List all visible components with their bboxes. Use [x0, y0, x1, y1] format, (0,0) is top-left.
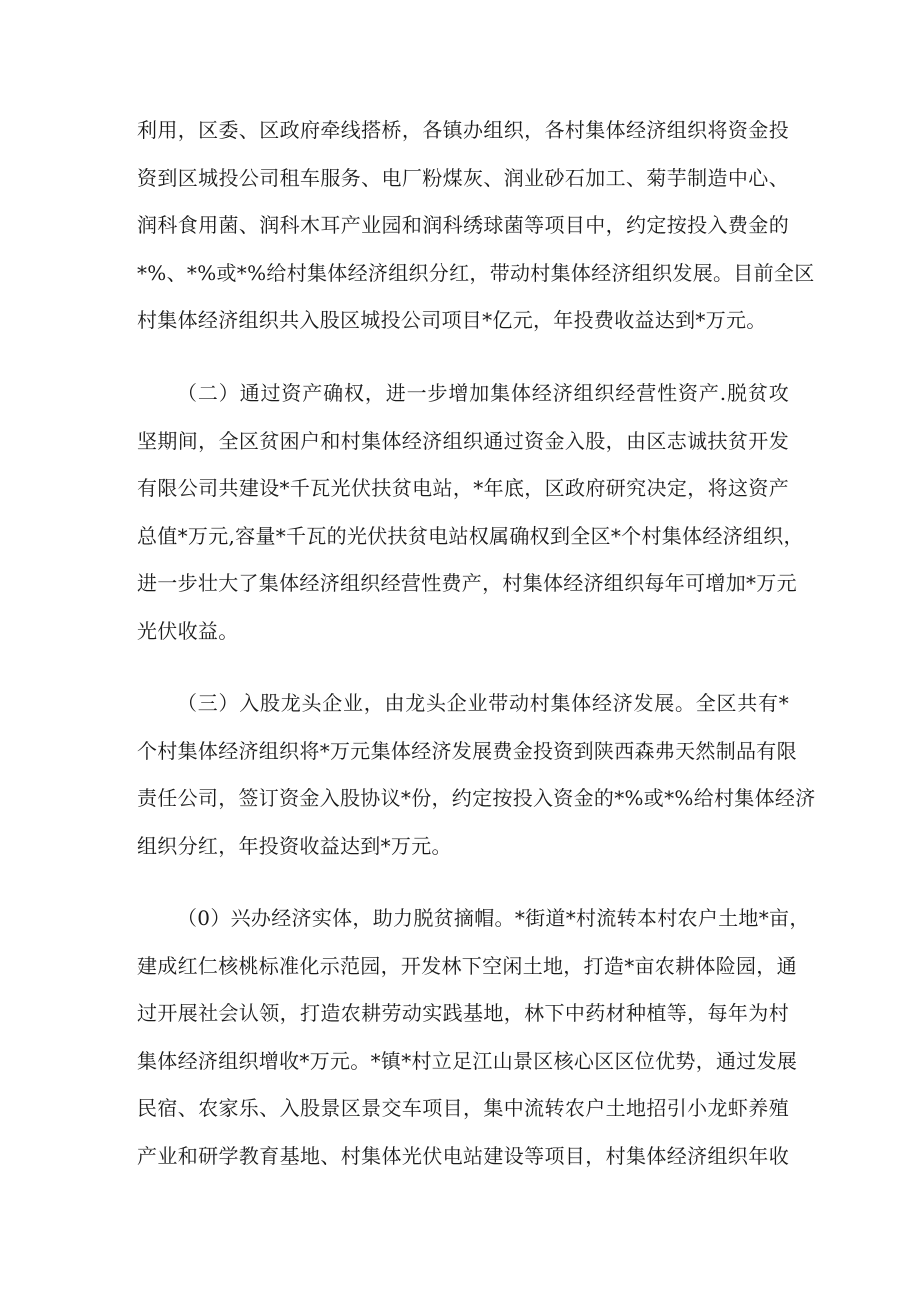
text-line: 民宿、农家乐、入股景区景交车项目，集中流转农户土地招引小龙虾养殖 — [137, 1096, 789, 1120]
paragraph-2 — [137, 370, 804, 655]
text-line: 组织分红，年投资收益达到*万元。 — [137, 833, 452, 858]
text-line: （三）入股龙头企业，由龙头企业带动村集体经济发展。全区共有* — [177, 691, 789, 715]
text-line: 利用，区委、区政府牵线搭桥，各镇办组织，各村集体经济组织将资金投 — [137, 118, 789, 142]
text-line: （0）兴办经济实体，助力脱贫摘帽。*街道*村流转本村农户土地*亩， — [177, 906, 810, 930]
text-line: *%、*%或*%给村集体经济组织分红，带动村集体经济组织发展。目前全区 — [137, 260, 815, 285]
text-line: （二）通过资产确权，进一步增加集体经济组织经营性资产.脱贫攻 — [177, 381, 789, 405]
text-line: 集体经济组织增收*万元。*镇*村立足江山景区核心区区位优势，通过发展 — [137, 1048, 798, 1073]
text-line: 责任公司，签订资金入股协议*份，约定按投入资金的*%或*%给村集体经济 — [137, 786, 816, 810]
text-line: 坚期间，全区贫困户和村集体经济组织通过资金入股，由区志诚扶贫开发 — [137, 428, 789, 453]
text-line: 过开展社会认领，打造农耕劳动实践基地，林下中药材种植等，每年为村 — [137, 1001, 789, 1025]
text-line: 资到区城投公司租车服务、电厂粉煤灰、润业砂石加工、菊芋制造中心、 — [137, 165, 789, 190]
text-line: 光伏收益。 — [137, 618, 239, 643]
text-line: 进一步壮大了集体经济组织经营性费产，村集体经济组织每年可增加*万元 — [137, 571, 797, 595]
text-line: 个村集体经济组织将*万元集体经济发展费金投资到陕西森弗天然制品有限 — [137, 738, 797, 763]
text-line: 有限公司共建设*千瓦光伏扶贫电站，*年底，区政府研究决定，将这资产 — [137, 476, 789, 500]
paragraph-4 — [137, 895, 810, 1180]
text-line: 村集体经济组织共入股区城投公司项目*亿元，年投费收益达到*万元。 — [137, 308, 767, 332]
text-line: 建成红仁核桃标准化示范园，开发林下空闲土地，打造*亩农耕体险园，通 — [137, 953, 797, 978]
text-line: 总值*万元,容量*千瓦的光伏扶贫电站权属确权到全区*个村集体经济组织， — [137, 523, 804, 548]
paragraph-3 — [137, 680, 816, 870]
text-line: 润科食用菌、润科木耳产业园和润科绣球菌等项目中，约定按投入费金的 — [137, 213, 789, 237]
paragraph-1 — [137, 107, 815, 345]
text-line: 产业和研学教育基地、村集体光伏电站建设等项目，村集体经济组织年收 — [137, 1143, 789, 1168]
